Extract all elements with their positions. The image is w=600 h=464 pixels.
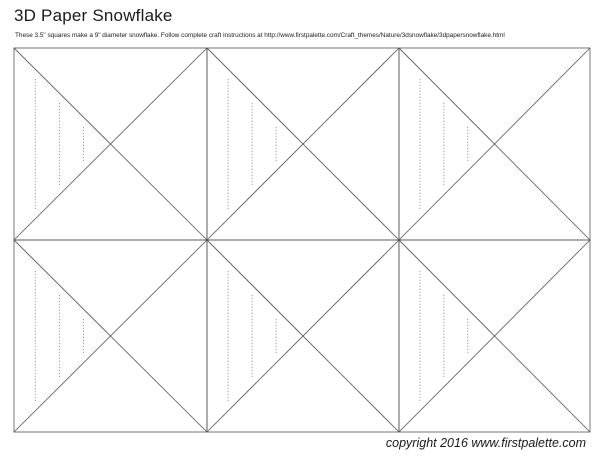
- page-title: 3D Paper Snowflake: [14, 6, 173, 25]
- template-squares: [14, 48, 590, 432]
- fold-line: [399, 240, 491, 332]
- fold-line: [207, 48, 299, 140]
- template-square: [14, 240, 207, 432]
- template-square: [207, 240, 399, 432]
- fold-line: [14, 48, 107, 140]
- template-square: [399, 240, 590, 432]
- template-square: [207, 48, 399, 240]
- fold-line: [399, 48, 491, 140]
- instructions-text: These 3.5" squares make a 9" diameter snowflake. Follow complete craft instructions at http://www.firstpalette.com/Craft_themes/Nature/3dsnowflake/3dpapersnowflake.html: [15, 32, 505, 39]
- fold-line: [14, 240, 107, 332]
- copyright-text: copyright 2016 www.firstpalette.com: [385, 436, 586, 450]
- template-square: [14, 48, 207, 240]
- template-square: [399, 48, 590, 240]
- fold-line: [207, 240, 299, 332]
